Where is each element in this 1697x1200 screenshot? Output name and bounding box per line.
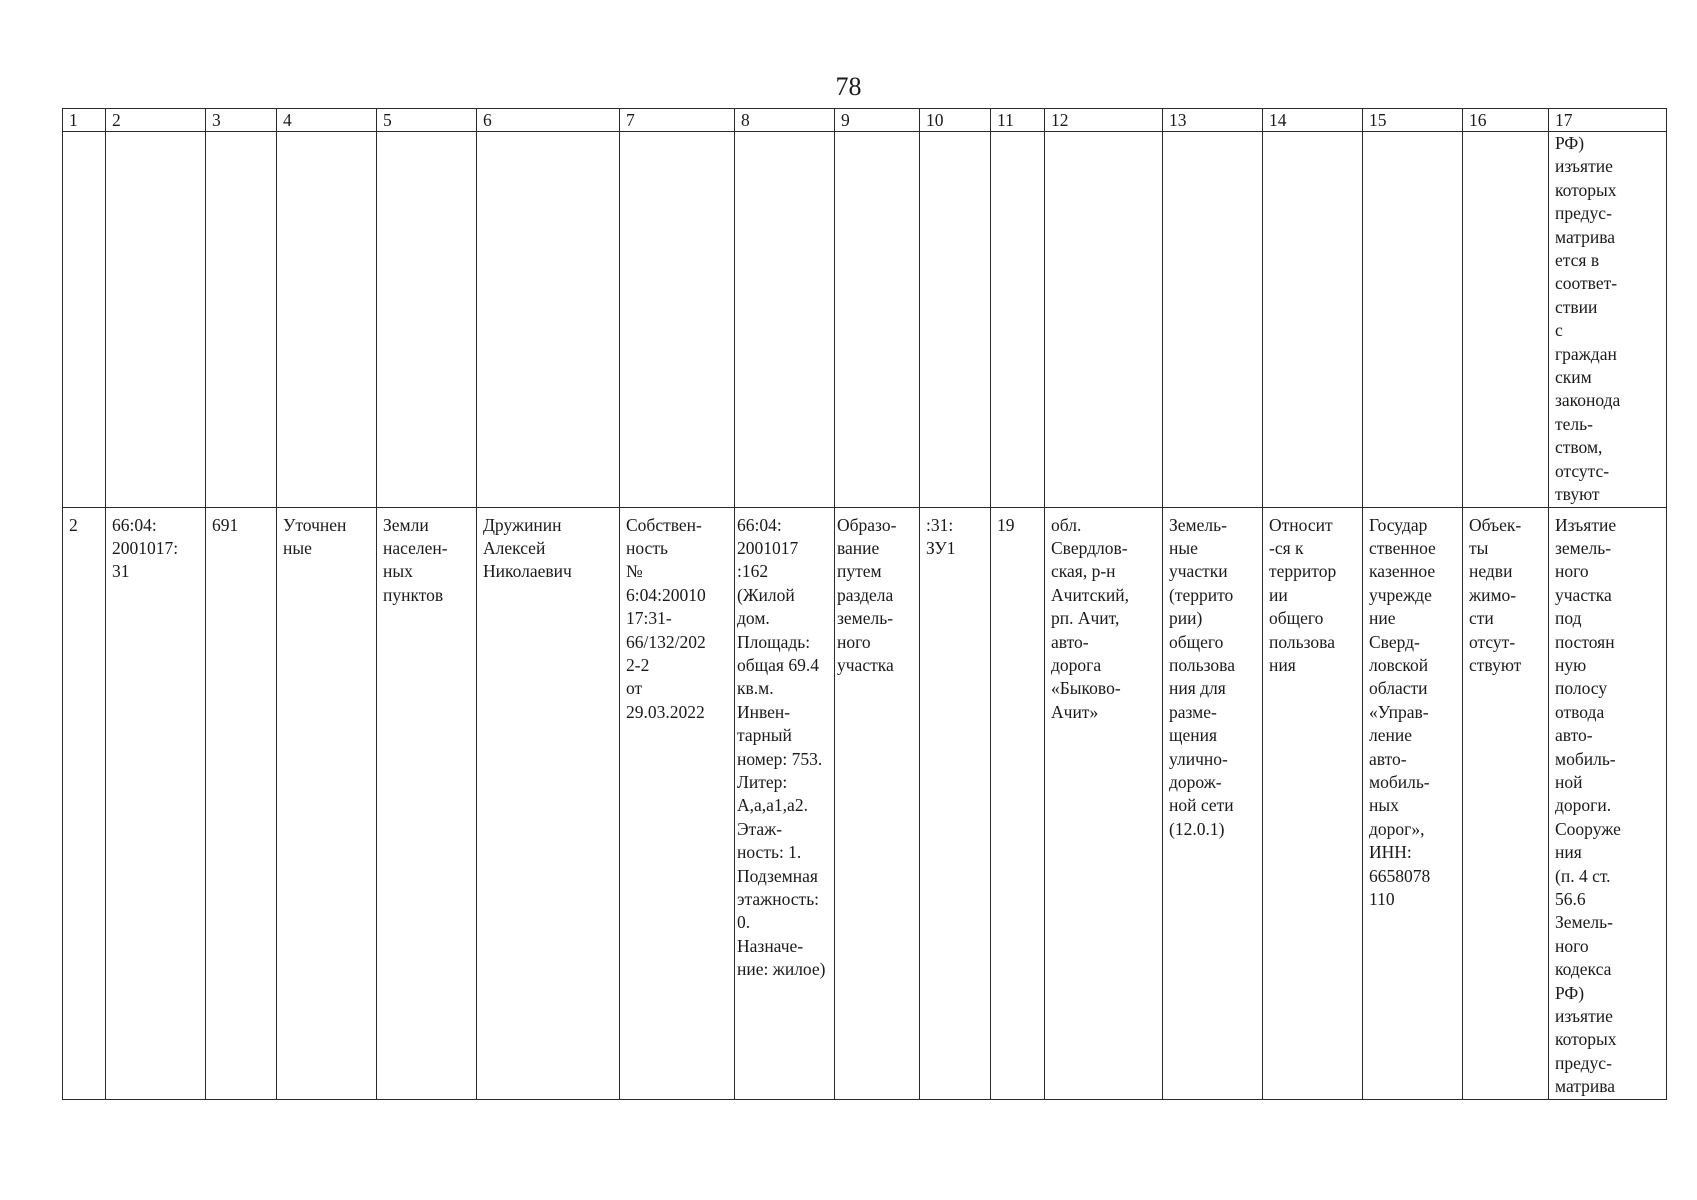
territory-category: Относит -ся к территор ии общего пользова ния (1263, 507, 1363, 1099)
column-number-cell: 8 (735, 109, 835, 132)
column-number-cell: 12 (1045, 109, 1163, 132)
column-number-cell: 7 (620, 109, 735, 132)
empty-cell (1463, 132, 1549, 508)
column-number-cell: 2 (106, 109, 206, 132)
column-number-cell: 17 (1549, 109, 1667, 132)
column-number-cell: 9 (835, 109, 920, 132)
empty-cell (1263, 132, 1363, 508)
formation-method: Образо- вание путем раздела земель- ного участка (835, 507, 920, 1099)
empty-cell (477, 132, 620, 508)
column-number-cell: 11 (991, 109, 1045, 132)
parcel-area: 691 (206, 507, 277, 1099)
land-parcel-table (62, 108, 1667, 1100)
empty-cell (991, 132, 1045, 508)
column-number-cell: 15 (1363, 109, 1463, 132)
column-number-cell: 10 (920, 109, 991, 132)
empty-cell (1163, 132, 1263, 508)
column-number-cell: 1 (63, 109, 106, 132)
column-number-cell: 13 (1163, 109, 1263, 132)
empty-cell (206, 132, 277, 508)
row-number: 2 (63, 507, 106, 1099)
column-number-cell: 6 (477, 109, 620, 132)
empty-cell (735, 132, 835, 508)
new-parcel-area: 19 (991, 507, 1045, 1099)
column-number-cell: 3 (206, 109, 277, 132)
right-holder: Дружинин Алексей Николаевич (477, 507, 620, 1099)
empty-cell (63, 132, 106, 508)
page-number: 78 (835, 72, 862, 101)
empty-cell (1363, 132, 1463, 508)
table-row (63, 507, 1667, 1099)
continuation-row (63, 132, 1667, 508)
boundary-status: Уточнен ные (277, 507, 377, 1099)
empty-cell (106, 132, 206, 508)
column-number-cell: 14 (1263, 109, 1363, 132)
permitted-use: Земель- ные участки (террито рии) общего пользова ния для разме- щения улично- дорож- ной сети (12.0.1) (1163, 507, 1263, 1099)
column-number-row (63, 109, 1667, 132)
empty-cell (377, 132, 477, 508)
real-estate-status: Объек- ты недви жимо- сти отсут- ствуют (1463, 507, 1549, 1099)
empty-cell (1045, 132, 1163, 508)
column-number-cell: 4 (277, 109, 377, 132)
column-number-cell: 5 (377, 109, 477, 132)
withdrawal-note: Изъятие земель- ного участка под постоян ную полосу отвода авто- мобиль- ной дороги. Сооруже ния (п. 4 ст. 56.6 Земель- ного кодекса РФ) изъятие которых предус- матрива (1549, 507, 1667, 1099)
withdrawal-note-continued: РФ) изъятие которых предус- матрива ется в соответ- ствии с граждан ским законода тель- ством, отсутс- твуют (1549, 132, 1667, 508)
new-parcel-designation: :31: ЗУ1 (920, 507, 991, 1099)
land-category: Земли населен- ных пунктов (377, 507, 477, 1099)
parcel-address: обл. Свердлов- ская, р-н Ачитский, рп. Ачит, авто- дорога «Быково- Ачит» (1045, 507, 1163, 1099)
empty-cell (920, 132, 991, 508)
empty-cell (620, 132, 735, 508)
real-estate-objects: 66:04: 2001017 :162 (Жилой дом. Площадь: общая 69.4 кв.м. Инвен- тарный номер: 753. Литер: А,а,а1,а2. Этаж- ность: 1. Подземная этажность: 0. Назначе- ние: жилое) (735, 507, 835, 1099)
cadastral-number: 66:04: 2001017: 31 (106, 507, 206, 1099)
empty-cell (277, 132, 377, 508)
right-type: Собствен- ность № 6:04:20010 17:31- 66/132/202 2-2 от 29.03.2022 (620, 507, 735, 1099)
acquiring-organization: Государ ственное казенное учрежде ние Сверд- ловской области «Управ- ление авто- мобиль- ных дорог», ИНН: 6658078 110 (1363, 507, 1463, 1099)
column-number-cell: 16 (1463, 109, 1549, 132)
empty-cell (835, 132, 920, 508)
